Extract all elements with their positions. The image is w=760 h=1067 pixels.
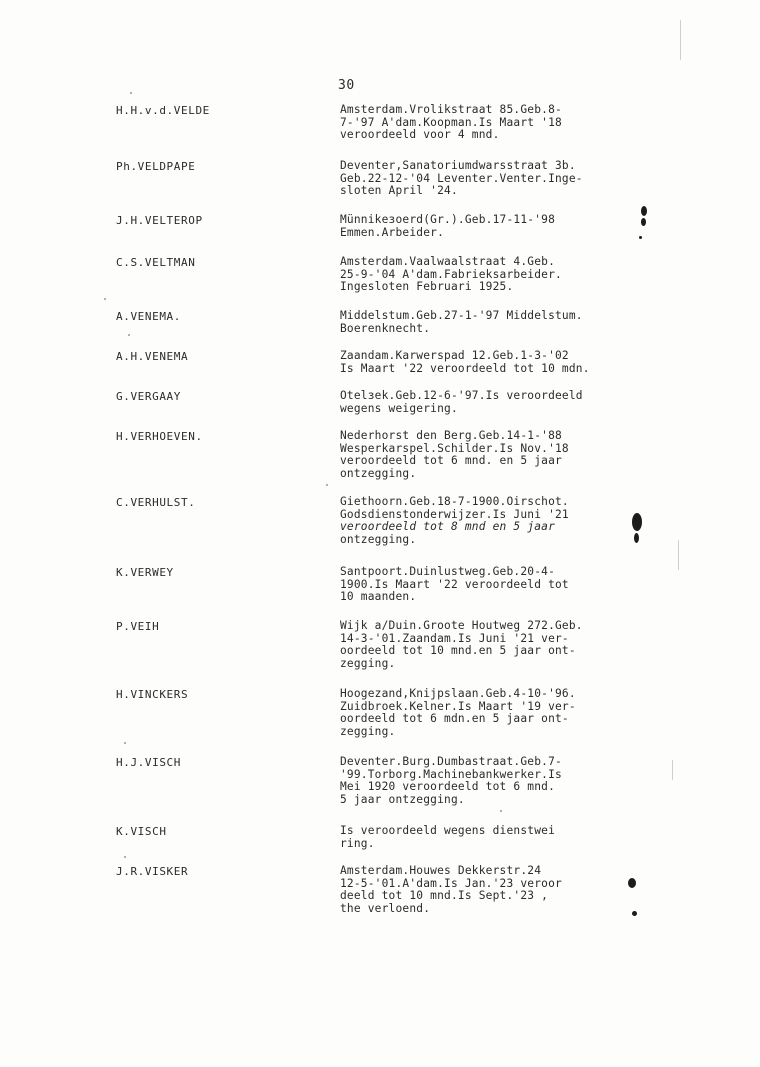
entry-details [340, 756, 652, 806]
ink-blot [632, 911, 637, 916]
entry-details [340, 688, 652, 738]
entry-details [340, 256, 652, 294]
entry-name: A.VENEMA. [116, 310, 182, 323]
entry-line: Emmen.Arbeider. [340, 225, 445, 239]
entry-details [340, 214, 652, 239]
page-number: 30 [338, 78, 355, 93]
entry-line: Ingesloten Februari 1925. [340, 280, 514, 294]
entry-line: zegging. [340, 656, 396, 670]
scan-speck [128, 334, 130, 336]
scan-edge-mark [680, 20, 681, 60]
scan-speck [500, 810, 502, 812]
entry-line: Geb.22-12-'04 Leventer.Venter.Inge- [340, 171, 583, 185]
entry-line: '99.Torborg.Machinebankwerker.Is [340, 767, 562, 781]
entry-line: 12-5-'01.A'dam.Is Jan.'23 veroor [340, 876, 562, 890]
scan-edge-mark [672, 760, 673, 780]
entry-name: A.H.VENEMA [116, 350, 189, 363]
entry-line: Mei 1920 veroordeeld tot 6 mnd. [340, 780, 555, 794]
entry-line: Hoogezand,Knijpslaan.Geb.4-10-'96. [340, 687, 576, 700]
entry-name: K.VERWEY [116, 566, 174, 579]
entry-name: H.H.v.d.VELDE [116, 104, 210, 117]
entry-name: J.H.VELTEROP [116, 214, 203, 227]
ink-blot [641, 218, 646, 226]
entry-line: veroordeeld tot 8 mnd en 5 jaar [340, 520, 555, 534]
scan-speck [124, 742, 126, 744]
entry-name: Ph.VELDPAPE [116, 160, 196, 173]
entry-line: ontzegging. [340, 466, 417, 480]
ink-blot [641, 206, 647, 216]
ink-blot [628, 878, 636, 888]
entry-line: Otelзek.Geb.12-6-'97.Is veroordeeld [340, 389, 583, 402]
entry-line: 5 jaar ontzegging. [340, 792, 465, 806]
scan-edge-mark [678, 540, 679, 570]
entry-details [340, 620, 652, 670]
entry-line: Is veroordeeld wegens dienstwei [340, 824, 555, 837]
entry-line: oordeeld tot 10 mnd.en 5 jaar ont- [340, 644, 576, 658]
entry-name: K.VISCH [116, 825, 167, 838]
entry-line: Münnikeзoerd(Gr.).Geb.17-11-'98 [340, 213, 555, 226]
entry-line: veroordeeld tot 6 mnd. en 5 jaar [340, 454, 562, 468]
entry-line: Wijk a/Duin.Groote Houtweg 272.Geb. [340, 619, 583, 632]
entry-name: J.R.VISKER [116, 865, 189, 878]
entry-line: the verloend. [340, 901, 431, 915]
entry-line: 1900.Is Maart '22 veroordeeld tot [340, 577, 569, 591]
entry-details [340, 104, 652, 142]
entry-line: veroordeeld voor 4 mnd. [340, 128, 500, 142]
entry-name: G.VERGAAY [116, 390, 182, 403]
entry-details [340, 350, 652, 375]
entry-line: Santpoort.Duinlustweg.Geb.20-4- [340, 565, 555, 578]
entry-line: wegens weigering. [340, 401, 458, 415]
entry-line: ontzegging. [340, 532, 417, 546]
entry-line: deeld tot 10 mnd.Is Sept.'23 , [340, 889, 549, 903]
entry-name: C.VERHULST. [116, 496, 196, 509]
entry-line: Godsdienstonderwijzer.Is Juni '21 [340, 507, 569, 521]
entry-line: Deventer.Burg.Dumbastraat.Geb.7- [340, 755, 562, 768]
entry-line: Middelstum.Geb.27-1-'97 Middelstum. [340, 309, 583, 322]
ink-blot [634, 533, 639, 543]
scan-speck [124, 856, 126, 858]
entry-line: Zaandam.Karwerspad 12.Geb.1-3-'02 [340, 349, 569, 362]
entry-line: 7-'97 A'dam.Koopman.Is Maart '18 [340, 115, 562, 129]
entry-line: Is Maart '22 veroordeeld tot 10 mdn. [340, 361, 590, 375]
entry-details [340, 566, 652, 604]
entry-name: H.J.VISCH [116, 756, 182, 769]
entry-details [340, 430, 652, 480]
entry-name: C.S.VELTMAN [116, 256, 196, 269]
entry-details [340, 496, 652, 546]
entry-line: zegging. [340, 724, 396, 738]
entry-line: Giethoorn.Geb.18-7-1900.Oirschot. [340, 495, 569, 508]
entry-line: 25-9-'04 A'dam.Fabrieksarbeider. [340, 267, 562, 281]
ink-blot [639, 236, 642, 239]
entry-line: sloten April '24. [340, 184, 458, 198]
entry-line: 14-3-'01.Zaandam.Is Juni '21 ver- [340, 631, 569, 645]
entry-details [340, 390, 652, 415]
entry-name: H.VERHOEVEN. [116, 430, 203, 443]
entry-line: Deventer,Sanatoriumdwarsstraat 3b. [340, 159, 576, 172]
entry-line: oordeeld tot 6 mdn.en 5 jaar ont- [340, 712, 569, 726]
entry-line: Amsterdam.Vrolikstraat 85.Geb.8- [340, 103, 562, 116]
entry-name: H.VINCKERS [116, 688, 189, 701]
scan-speck [130, 92, 132, 94]
entry-line: ring. [340, 836, 375, 850]
entry-details [340, 310, 652, 335]
entry-details [340, 825, 652, 850]
entry-line: Zuidbroek.Kelner.Is Maart '19 ver- [340, 699, 576, 713]
scan-speck [326, 484, 328, 486]
ink-blot [632, 513, 642, 531]
entry-details [340, 160, 652, 198]
scan-speck [104, 298, 106, 300]
entry-line: Amsterdam.Houwes Dekkerstr.24 [340, 864, 542, 877]
entry-line: Nederhorst den Berg.Geb.14-1-'88 [340, 429, 562, 442]
entry-details [340, 865, 652, 915]
entry-line: Amsterdam.Vaalwaalstraat 4.Geb. [340, 255, 555, 268]
entry-line: Boerenknecht. [340, 321, 431, 335]
entry-line: 10 maanden. [340, 590, 417, 604]
entry-name: P.VEIH [116, 620, 160, 633]
entry-line: Wesperkarspel.Schilder.Is Nov.'18 [340, 441, 569, 455]
